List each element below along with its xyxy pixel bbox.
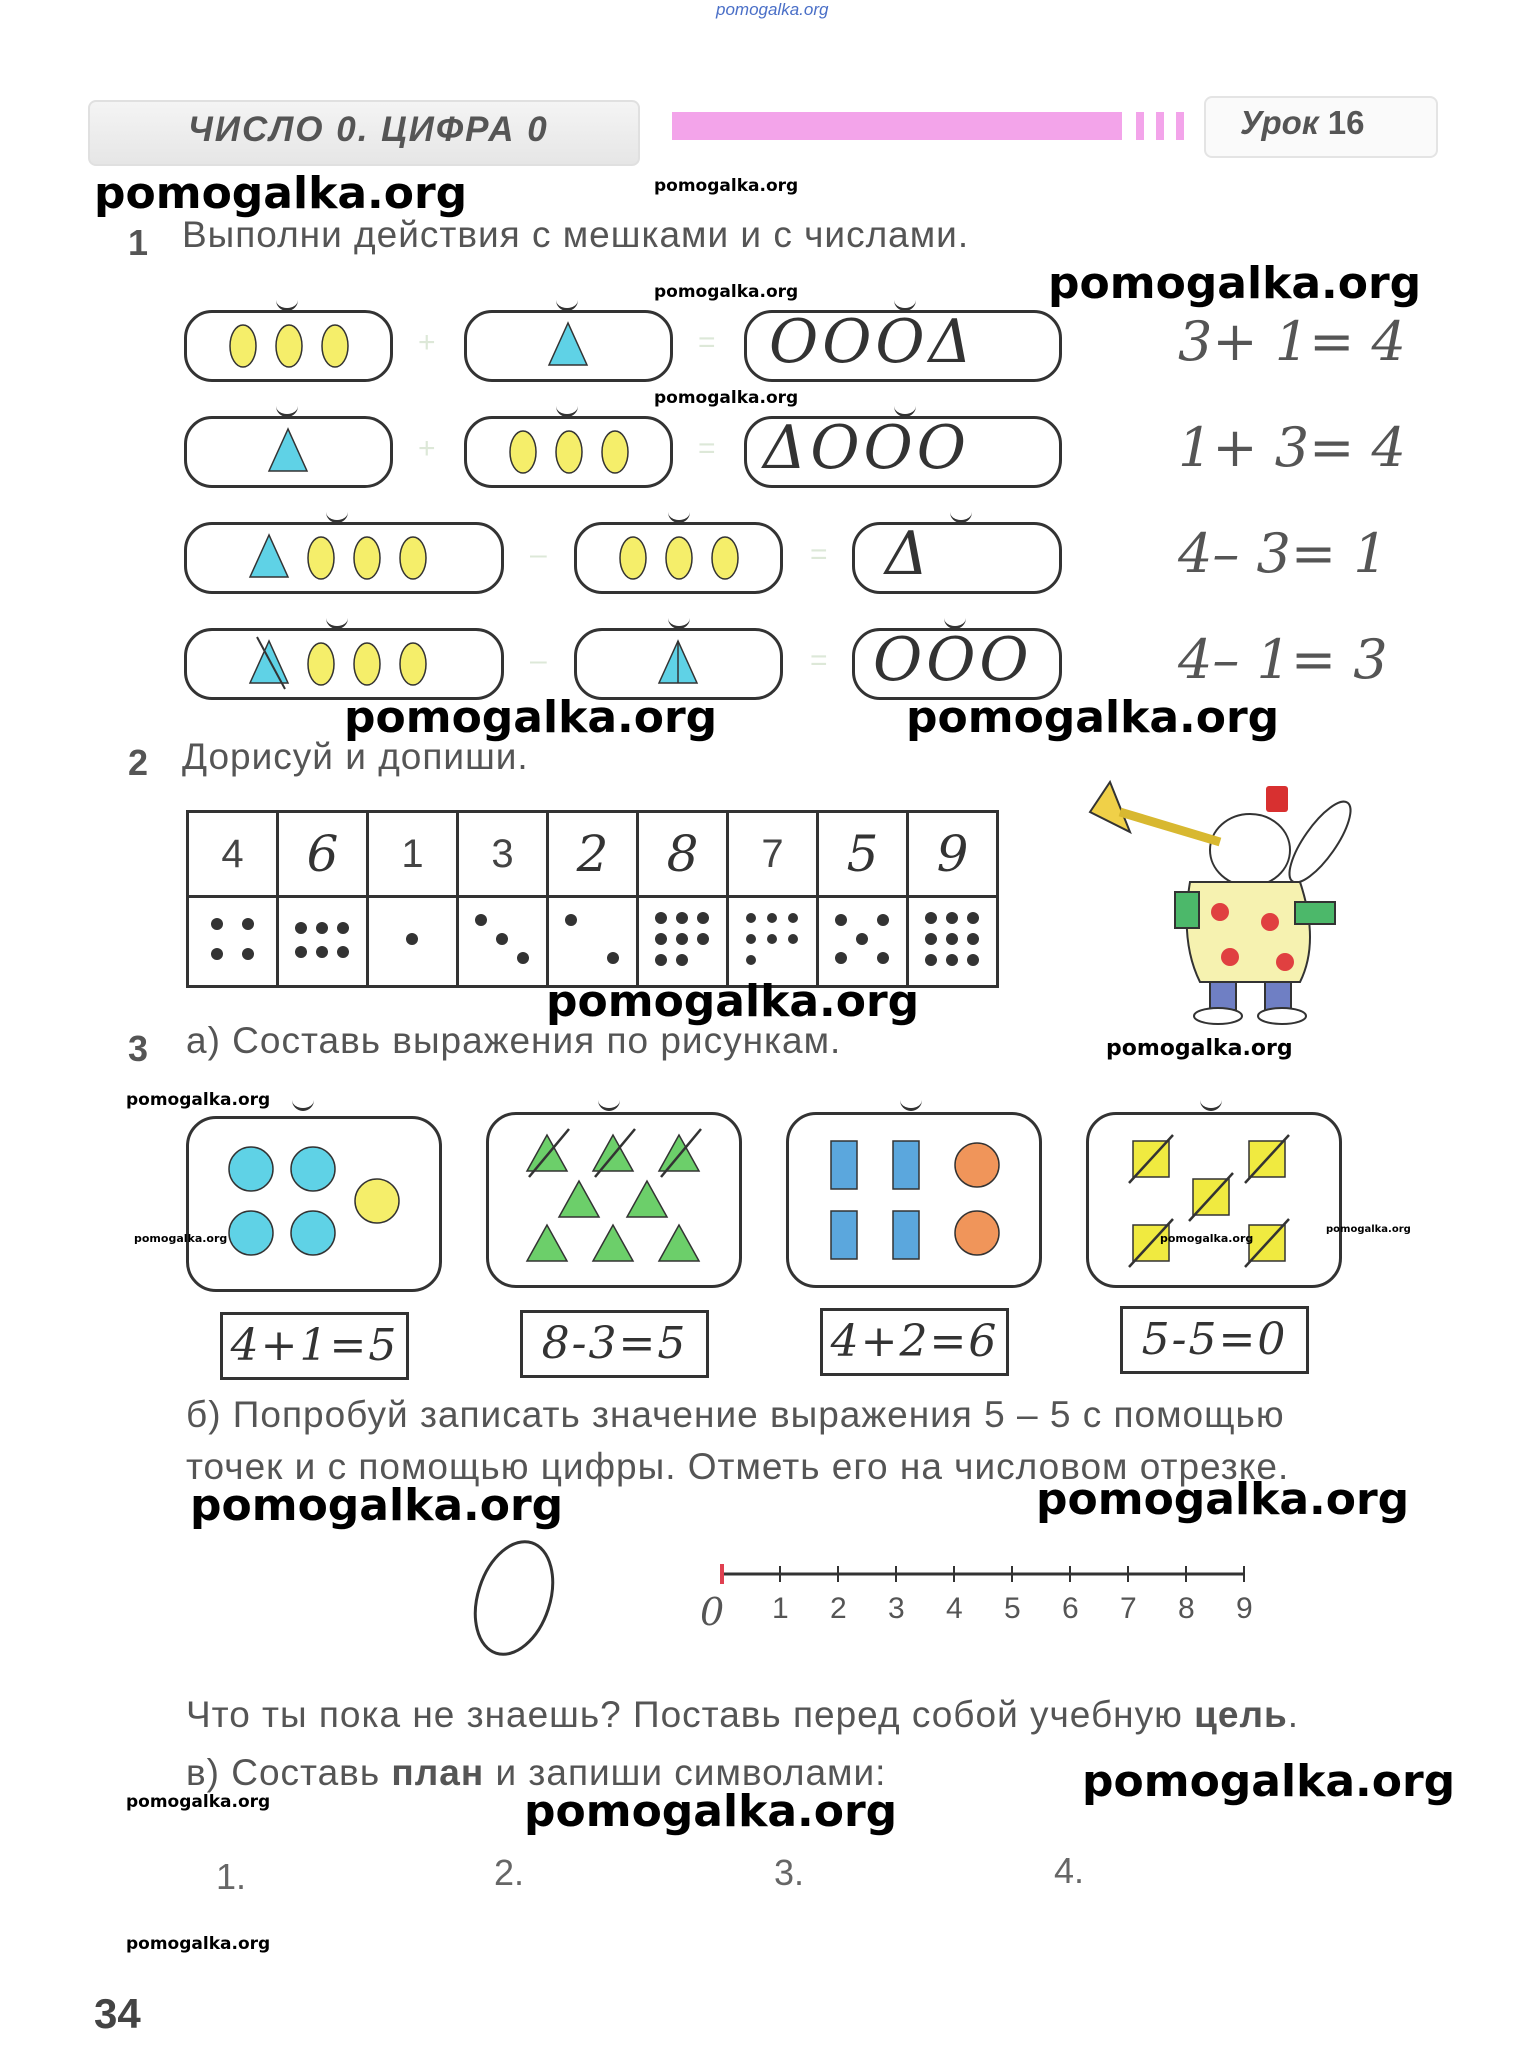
dots-cell xyxy=(548,897,638,987)
expression-answer-box[interactable]: 4+2=6 xyxy=(820,1308,1009,1376)
triangles-picture xyxy=(489,1115,739,1285)
plan-item: 1. xyxy=(216,1856,247,1897)
rectangles-picture xyxy=(789,1115,1039,1285)
equation: 4– 1= 3 xyxy=(1178,628,1388,691)
bag-answer xyxy=(852,625,1062,700)
goal-text: Что ты пока не знаешь? Поставь перед собой учебную цель. xyxy=(186,1694,1299,1735)
number-cell[interactable]: 2 xyxy=(548,812,638,897)
numbers-row xyxy=(188,812,998,897)
bag xyxy=(184,416,393,488)
task1-text: Выполни действия с мешками и с числами. xyxy=(182,214,970,255)
number-line-label: 8 xyxy=(1178,1592,1195,1625)
page-number: 34 xyxy=(94,1990,141,2037)
header-pink-stripe xyxy=(1136,112,1144,140)
bag-contents xyxy=(577,631,780,697)
bag-answer xyxy=(852,519,1062,594)
task3-number: 3 xyxy=(128,1028,149,1069)
dots-3 xyxy=(459,898,546,980)
handwritten-answer: OOOΔ xyxy=(769,307,976,377)
header-pink-stripe xyxy=(1156,112,1164,140)
number-line-label: 0 xyxy=(700,1590,725,1634)
number-cell[interactable]: 6 xyxy=(278,812,368,897)
dots-5 xyxy=(819,898,906,980)
bag-contents xyxy=(187,313,390,379)
operator: – xyxy=(530,644,547,677)
bag-contents xyxy=(187,419,390,485)
equation: 1+ 3= 4 xyxy=(1178,416,1406,479)
task2-text: Дорисуй и допиши. xyxy=(182,736,529,777)
operator: + xyxy=(418,432,436,465)
dots-cell xyxy=(458,897,548,987)
number-line-label: 9 xyxy=(1236,1592,1253,1625)
number-line-label: 2 xyxy=(830,1592,847,1625)
bag xyxy=(184,522,504,594)
handwritten-answer: Δ xyxy=(885,519,929,589)
number-line-label: 3 xyxy=(888,1592,905,1625)
watermark: pomogalka.org xyxy=(190,1480,564,1531)
number-cell: 1 xyxy=(368,812,458,897)
bag-contents xyxy=(187,525,501,591)
number-line-label: 6 xyxy=(1062,1592,1079,1625)
watermark: pomogalka.org xyxy=(134,1232,228,1245)
number-line-label: 4 xyxy=(946,1592,963,1625)
task3a-text: а) Составь выражения по рисункам. xyxy=(186,1020,842,1061)
watermark: pomogalka.org xyxy=(654,282,799,302)
picture-box xyxy=(486,1112,742,1288)
number-line xyxy=(700,1556,1260,1596)
header-pink-stripe xyxy=(1176,112,1184,140)
dots-cell xyxy=(908,897,998,987)
page-title: ЧИСЛО 0. ЦИФРА 0 xyxy=(188,110,549,149)
number-cell[interactable]: 8 xyxy=(638,812,728,897)
bag-answer xyxy=(744,413,1062,488)
dots-9 xyxy=(909,898,996,980)
number-line-label: 5 xyxy=(1004,1592,1021,1625)
dots-2 xyxy=(549,898,636,980)
lesson-label: Урок 16 xyxy=(1240,104,1365,141)
operator: + xyxy=(418,326,436,359)
bag xyxy=(574,628,783,700)
equation: 3+ 1= 4 xyxy=(1178,310,1406,373)
bag xyxy=(184,628,504,700)
number-cell[interactable]: 9 xyxy=(908,812,998,897)
task1-number: 1 xyxy=(128,222,149,263)
number-cell[interactable]: 5 xyxy=(818,812,908,897)
number-cell: 7 xyxy=(728,812,818,897)
watermark: pomogalka.org xyxy=(654,388,799,408)
dots-6 xyxy=(279,898,366,980)
circles-picture xyxy=(189,1119,439,1289)
watermark: pomogalka.org xyxy=(906,692,1280,743)
picture-box xyxy=(786,1112,1042,1288)
expression-answer-box[interactable]: 8-3=5 xyxy=(520,1310,709,1378)
watermark: pomogalka.org xyxy=(654,176,799,196)
expression-answer-box[interactable]: 5-5=0 xyxy=(1120,1306,1309,1374)
watermark: pomogalka.org xyxy=(126,1934,271,1954)
dots-cell xyxy=(728,897,818,987)
picture-box xyxy=(1086,1112,1342,1288)
watermark: pomogalka.org xyxy=(126,1090,271,1110)
dots-8 xyxy=(639,898,726,980)
plan-item: 3. xyxy=(774,1852,805,1893)
number-line-label: 7 xyxy=(1120,1592,1137,1625)
bag xyxy=(184,310,393,382)
rabbit-trumpet-illustration xyxy=(1080,772,1380,1032)
handwritten-answer: ΔOOO xyxy=(763,413,970,483)
dots-cell xyxy=(818,897,908,987)
task3c-text: в) Составь план и запиши символами: xyxy=(186,1752,887,1793)
squares-picture xyxy=(1089,1115,1339,1285)
watermark: pomogalka.org xyxy=(1160,1232,1254,1245)
number-line-label: 1 xyxy=(772,1592,789,1625)
plan-item: 2. xyxy=(494,1852,525,1893)
task2-number: 2 xyxy=(128,742,149,783)
watermark: pomogalka.org xyxy=(524,1786,898,1837)
watermark: pomogalka.org xyxy=(1048,258,1422,309)
bag-contents xyxy=(467,313,670,379)
equals-sign: = xyxy=(698,432,716,465)
dots-1 xyxy=(369,898,456,980)
dots-cell xyxy=(638,897,728,987)
plan-item: 4. xyxy=(1054,1850,1085,1891)
header-pink-strip xyxy=(672,112,1122,140)
equation: 4– 3= 1 xyxy=(1178,522,1388,585)
bag-contents xyxy=(577,525,780,591)
dice-table xyxy=(186,810,999,988)
dots-row xyxy=(188,897,998,987)
dots-4 xyxy=(189,898,276,980)
handwritten-zero-drawing xyxy=(470,1534,560,1664)
dots-cell xyxy=(368,897,458,987)
expression-answer-box[interactable]: 4+1=5 xyxy=(220,1312,409,1380)
dots-cell xyxy=(188,897,278,987)
watermark: pomogalka.org xyxy=(344,692,718,743)
watermark: pomogalka.org xyxy=(1082,1756,1456,1807)
operator: – xyxy=(530,538,547,571)
watermark: pomogalka.org xyxy=(1326,1224,1411,1235)
bag-contents xyxy=(467,419,670,485)
bag-contents xyxy=(187,631,501,697)
bag xyxy=(464,310,673,382)
handwritten-answer: OOO xyxy=(873,625,1033,695)
bag-answer xyxy=(744,307,1062,382)
dots-7 xyxy=(729,898,816,980)
picture-box xyxy=(186,1116,442,1292)
number-cell: 3 xyxy=(458,812,548,897)
watermark: pomogalka.org xyxy=(126,1792,271,1812)
watermark: pomogalka.org xyxy=(546,976,920,1027)
bag xyxy=(464,416,673,488)
watermark: pomogalka.org xyxy=(94,168,468,219)
dots-cell xyxy=(278,897,368,987)
top-watermark: pomogalka.org xyxy=(716,0,829,19)
number-cell: 4 xyxy=(188,812,278,897)
watermark: pomogalka.org xyxy=(1036,1474,1410,1525)
task3b-text-line2: точек и с помощью цифры. Отметь его на числовом отрезке. xyxy=(186,1446,1290,1487)
equals-sign: = xyxy=(698,326,716,359)
equals-sign: = xyxy=(810,538,828,571)
task3b-text-line1: б) Попробуй записать значение выражения 5 – 5 с помощью xyxy=(186,1394,1285,1435)
watermark: pomogalka.org xyxy=(1106,1036,1293,1061)
bag xyxy=(574,522,783,594)
equals-sign: = xyxy=(810,644,828,677)
